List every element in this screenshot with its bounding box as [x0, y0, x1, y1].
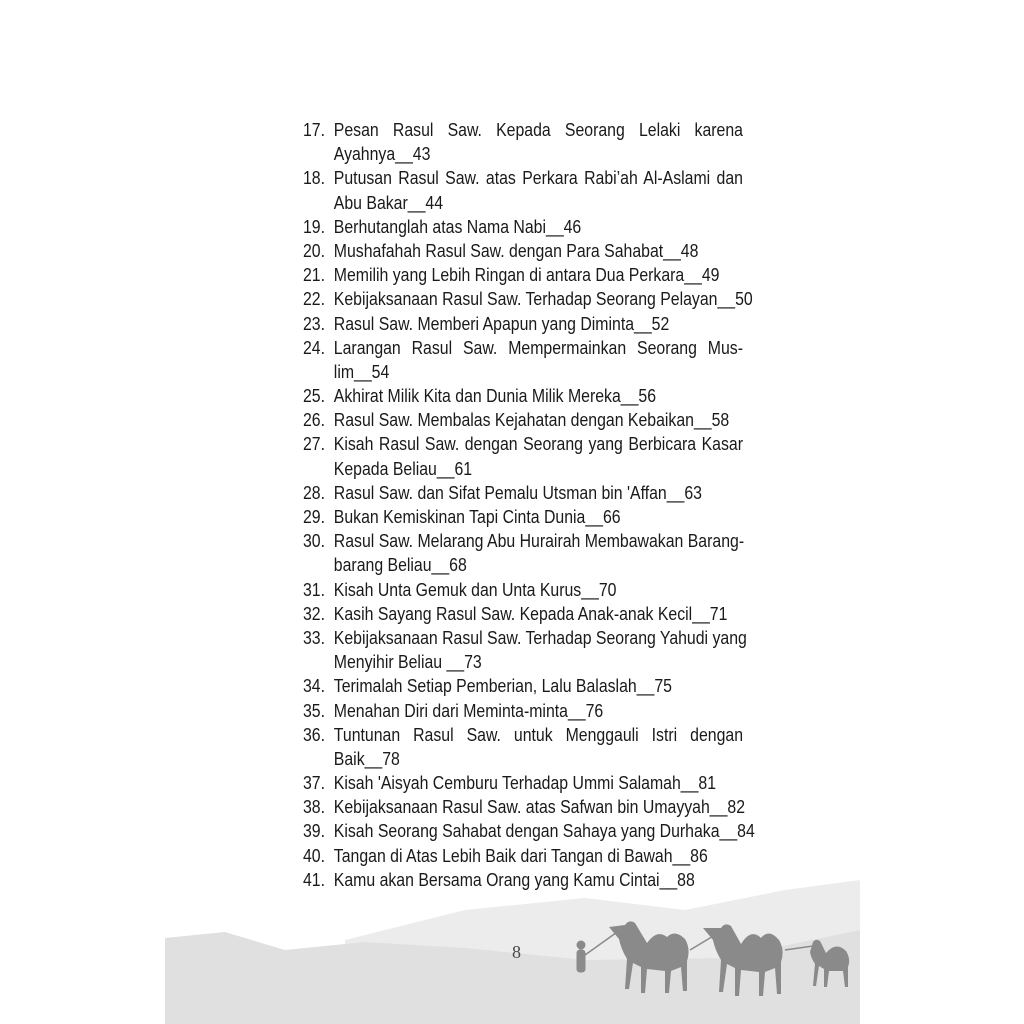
entry-title: Rasul Saw. Membalas Kejahatan dengan Kebaikan__58: [333, 410, 730, 431]
entry-title: Kebijaksanaan Rasul Saw. Terhadap Seorang Yahudi yang: [333, 627, 747, 648]
toc-entry-continuation: [303, 650, 743, 674]
entry-number: 30.: [303, 531, 326, 552]
entry-title: Larangan Rasul Saw. Mempermainkan Seorang Mus-: [333, 337, 743, 358]
entry-number: 41.: [303, 869, 326, 890]
entry-title: Kisah Rasul Saw. dengan Seorang yang Berbicara Kasar: [333, 434, 743, 455]
toc-entry: [303, 578, 743, 602]
toc-entry: [303, 239, 743, 263]
entry-title: Menahan Diri dari Meminta-minta__76: [333, 700, 604, 721]
entry-number: 36.: [303, 724, 326, 745]
toc-entry: [303, 602, 743, 626]
entry-number: 32.: [303, 603, 326, 624]
entry-number: 39.: [303, 821, 326, 842]
entry-title: Kamu akan Bersama Orang yang Kamu Cintai__88: [333, 869, 695, 890]
toc-entry: [303, 336, 743, 360]
entry-title: Menyihir Beliau __73: [333, 652, 482, 673]
toc-entry: [303, 771, 743, 795]
toc-entry-continuation: [303, 747, 743, 771]
entry-title: Akhirat Milik Kita dan Dunia Milik Mereka__56: [333, 386, 657, 407]
entry-number: [303, 457, 334, 481]
entry-number: [303, 747, 334, 771]
entry-number: 27.: [303, 434, 326, 455]
entry-title: Kisah Unta Gemuk dan Unta Kurus__70: [333, 579, 617, 600]
toc-entry-continuation: [303, 553, 743, 577]
entry-number: 21.: [303, 265, 326, 286]
entry-number: 31.: [303, 579, 326, 600]
toc-entry: [303, 408, 743, 432]
entry-number: 20.: [303, 240, 326, 261]
entry-title: Abu Bakar__44: [333, 192, 444, 213]
entry-number: 24.: [303, 337, 326, 358]
entry-title: Baik__78: [333, 748, 400, 769]
entry-title: Memilih yang Lebih Ringan di antara Dua Perkara__49: [333, 265, 720, 286]
entry-title: Rasul Saw. Memberi Apapun yang Diminta__52: [333, 313, 670, 334]
entry-number: 23.: [303, 313, 326, 334]
entry-title: Kebijaksanaan Rasul Saw. atas Safwan bin Umayyah__82: [333, 797, 746, 818]
entry-title: Mushafahah Rasul Saw. dengan Para Sahabat__48: [333, 240, 699, 261]
entry-number: 26.: [303, 410, 326, 431]
entry-title: Bukan Kemiskinan Tapi Cinta Dunia__66: [333, 507, 621, 527]
entry-number: [303, 360, 334, 384]
toc-entry: [303, 699, 743, 723]
entry-title: Putusan Rasul Saw. atas Perkara Rabi’ah Al-Aslami dan: [333, 168, 743, 189]
entry-number: 37.: [303, 773, 326, 794]
page-number: 8: [512, 942, 521, 962]
entry-number: 19.: [303, 216, 326, 237]
entry-number: [303, 142, 334, 166]
entry-title: lim__54: [333, 361, 390, 382]
toc-entry: [303, 384, 743, 408]
entry-number: 25.: [303, 386, 326, 407]
toc-entry: [303, 723, 743, 747]
entry-number: [303, 191, 334, 215]
entry-title: Kasih Sayang Rasul Saw. Kepada Anak-anak Kecil__71: [333, 603, 728, 624]
entry-number: [303, 553, 334, 577]
toc-entry-continuation: [303, 142, 743, 166]
toc-entry: [303, 795, 746, 819]
entry-number: 33.: [303, 627, 326, 648]
entry-title: Tangan di Atas Lebih Baik dari Tangan di Bawah__86: [333, 845, 708, 866]
entry-number: 22.: [303, 289, 326, 310]
toc-entry-continuation: [303, 191, 743, 215]
entry-title: barang Beliau__68: [333, 555, 467, 576]
toc-entry: [303, 529, 743, 553]
entry-title: Rasul Saw. Melarang Abu Hurairah Membawakan Barang-: [333, 531, 745, 552]
toc-entry: [303, 505, 743, 529]
toc-entry: [303, 819, 755, 843]
entry-number: 40.: [303, 845, 326, 866]
entry-number: 34.: [303, 676, 326, 697]
entry-title: Kepada Beliau__61: [333, 458, 473, 479]
entry-title: Rasul Saw. dan Sifat Pemalu Utsman bin 'Affan__63: [333, 482, 702, 503]
entry-number: 17.: [303, 120, 326, 140]
entry-title: Tuntunan Rasul Saw. untuk Menggauli Istri dengan: [333, 724, 743, 745]
entry-number: 35.: [303, 700, 326, 721]
entry-title: Ayahnya__43: [333, 144, 431, 165]
entry-number: 29.: [303, 507, 326, 527]
entry-title: Pesan Rasul Saw. Kepada Seorang Lelaki karena: [333, 120, 743, 140]
entry-number: 18.: [303, 168, 326, 189]
toc-entry: [303, 844, 743, 868]
entry-title: Kisah Seorang Sahabat dengan Sahaya yang Durhaka__84: [333, 821, 755, 842]
toc-entry: [303, 432, 743, 456]
entry-title: Kebijaksanaan Rasul Saw. Terhadap Seorang Pelayan__50: [333, 289, 753, 310]
entry-number: 28.: [303, 482, 326, 503]
toc-entry-continuation: [303, 457, 743, 481]
toc-entry: [303, 674, 743, 698]
table-of-contents: [303, 118, 755, 892]
toc-entry: [303, 312, 743, 336]
entry-title: Berhutanglah atas Nama Nabi__46: [333, 216, 582, 237]
entry-title: Kisah 'Aisyah Cemburu Terhadap Ummi Salamah__81: [333, 773, 717, 794]
toc-entry: [303, 626, 747, 650]
toc-entry-continuation: [303, 360, 743, 384]
toc-entry: [303, 263, 743, 287]
toc-entry: [303, 215, 743, 239]
toc-entry: [303, 481, 743, 505]
toc-entry: [303, 118, 743, 142]
entry-title: Terimalah Setiap Pemberian, Lalu Balaslah__75: [333, 676, 672, 697]
entry-number: [303, 650, 334, 674]
toc-entry: [303, 287, 753, 311]
entry-number: 38.: [303, 797, 326, 818]
toc-entry: [303, 166, 743, 190]
